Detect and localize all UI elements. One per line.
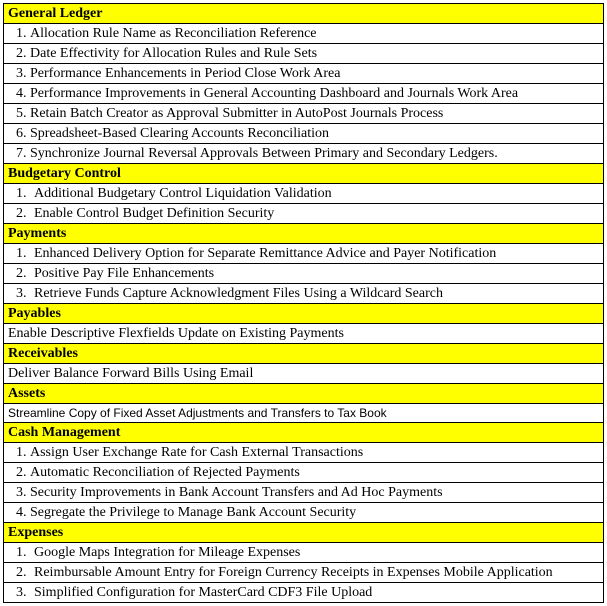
section-header-cash-management: Cash Management	[3, 423, 604, 443]
list-item: Enable Descriptive Flexfields Update on Existing Payments	[3, 324, 604, 344]
feature-table	[3, 3, 604, 603]
item-text: Enhanced Delivery Option for Separate Remittance Advice and Payer Notification	[34, 246, 497, 261]
item-number: 3 .	[16, 284, 30, 303]
list-item	[3, 503, 604, 523]
item-text: Simplified Configuration for MasterCard CDF3 File Upload	[34, 585, 373, 600]
list-item	[3, 264, 604, 284]
item-text: Security Improvements in Bank Account Transfers and Ad Hoc Payments	[30, 485, 443, 500]
list-item	[3, 483, 604, 503]
item-number: 6 .	[16, 124, 30, 143]
item-number: 5 .	[16, 104, 30, 123]
item-text: Additional Budgetary Control Liquidation Validation	[34, 186, 332, 201]
item-text: Enable Control Budget Definition Security	[34, 206, 275, 221]
list-item	[3, 244, 604, 264]
section-header-assets: Assets	[3, 384, 604, 404]
item-text: Segregate the Privilege to Manage Bank Account Security	[30, 505, 357, 520]
item-text: Allocation Rule Name as Reconciliation Reference	[30, 26, 317, 41]
section-header-payments: Payments	[3, 224, 604, 244]
item-number: 1 .	[16, 244, 30, 263]
item-text: Performance Enhancements in Period Close Work Area	[30, 66, 341, 81]
item-text: Automatic Reconciliation of Rejected Payments	[30, 465, 300, 480]
item-number: 4 .	[16, 503, 30, 522]
item-number: 7 .	[16, 144, 30, 163]
section-header-budgetary-control: Budgetary Control	[3, 164, 604, 184]
item-number: 2 .	[16, 463, 30, 482]
item-number: 3 .	[16, 64, 30, 83]
item-number: 2 .	[16, 204, 30, 223]
list-item	[3, 583, 604, 603]
item-number: 3 .	[16, 583, 30, 602]
list-item	[3, 463, 604, 483]
item-number: 2 .	[16, 44, 30, 63]
list-item	[3, 84, 604, 104]
item-text: Google Maps Integration for Mileage Expenses	[34, 545, 301, 560]
item-text: Spreadsheet-Based Clearing Accounts Reconciliation	[30, 126, 329, 141]
section-header-receivables: Receivables	[3, 344, 604, 364]
item-number: 1 .	[16, 184, 30, 203]
list-item	[3, 24, 604, 44]
list-item: Streamline Copy of Fixed Asset Adjustments and Transfers to Tax Book	[3, 404, 604, 423]
item-text: Date Effectivity for Allocation Rules and Rule Sets	[30, 46, 318, 61]
section-header-payables: Payables	[3, 304, 604, 324]
item-number: 1 .	[16, 543, 30, 562]
list-item	[3, 44, 604, 64]
list-item	[3, 104, 604, 124]
item-text: Positive Pay File Enhancements	[34, 266, 215, 281]
item-number: 4 .	[16, 84, 30, 103]
item-number: 1 .	[16, 443, 30, 462]
item-number: 2 .	[16, 563, 30, 582]
list-item: Deliver Balance Forward Bills Using Email	[3, 364, 604, 384]
list-item	[3, 204, 604, 224]
list-item	[3, 144, 604, 164]
list-item	[3, 543, 604, 563]
section-header-general-ledger: General Ledger	[3, 4, 604, 24]
item-text: Reimbursable Amount Entry for Foreign Currency Receipts in Expenses Mobile Application	[34, 565, 553, 580]
item-text: Assign User Exchange Rate for Cash External Transactions	[30, 445, 364, 460]
list-item	[3, 184, 604, 204]
item-number: 3 .	[16, 483, 30, 502]
item-text: Synchronize Journal Reversal Approvals Between Primary and Secondary Ledgers.	[30, 146, 498, 161]
item-text: Retain Batch Creator as Approval Submitter in AutoPost Journals Process	[30, 106, 444, 121]
list-item	[3, 443, 604, 463]
item-number: 1 .	[16, 24, 30, 43]
list-item	[3, 284, 604, 304]
list-item	[3, 563, 604, 583]
list-item	[3, 124, 604, 144]
list-item	[3, 64, 604, 84]
item-text: Performance Improvements in General Accounting Dashboard and Journals Work Area	[30, 86, 519, 101]
item-text: Retrieve Funds Capture Acknowledgment Files Using a Wildcard Search	[34, 286, 443, 301]
item-number: 2 .	[16, 264, 30, 283]
section-header-expenses: Expenses	[3, 523, 604, 543]
